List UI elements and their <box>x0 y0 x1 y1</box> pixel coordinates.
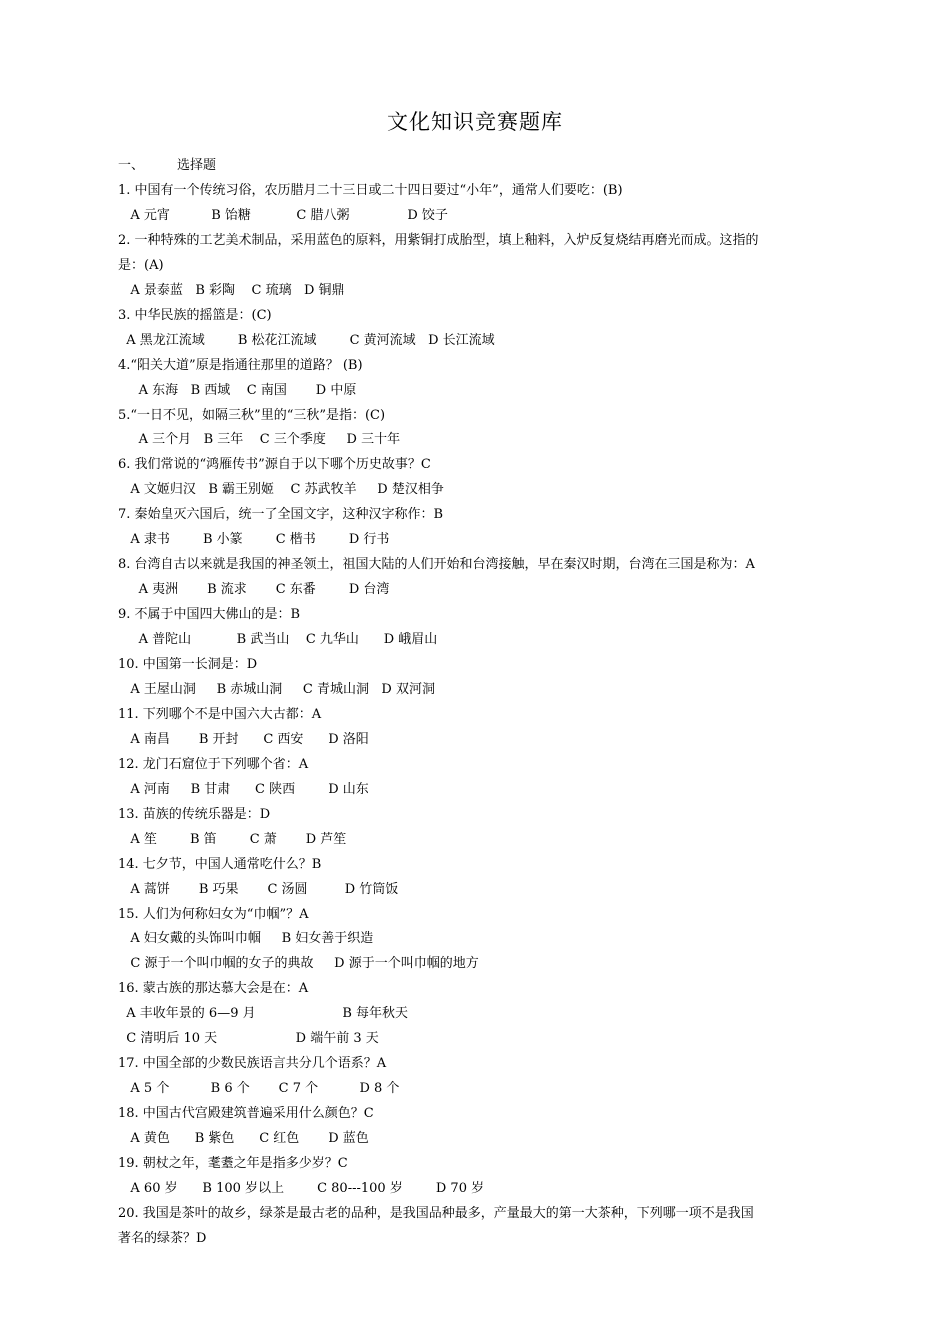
question-line: 2. 一种特殊的工艺美术制品，采用蓝色的原料，用紫铜打成胎型，填上釉料，入炉反复烧结再磨光而成。这指的 <box>118 233 759 248</box>
page-title: 文化知识竞赛题库 <box>387 110 563 134</box>
question-line: A 笙 B 笛 C 萧 D 芦笙 <box>118 832 347 847</box>
question-line: A 蒿饼 B 巧果 C 汤圆 D 竹筒饭 <box>118 882 399 897</box>
question-line: 17. 中国全部的少数民族语言共分几个语系？A <box>118 1056 387 1071</box>
question-line: A 黑龙江流域 B 松花江流域 C 黄河流域 D 长江流域 <box>118 333 495 348</box>
question-line: 20. 我国是茶叶的故乡，绿茶是最古老的品种，是我国品种最多，产量最大的第一大茶种，下列哪一项不是我国 <box>118 1206 754 1221</box>
question-line: A 普陀山 B 武当山 C 九华山 D 峨眉山 <box>118 632 438 647</box>
question-line: A 黄色 B 紫色 C 红色 D 蓝色 <box>118 1131 369 1146</box>
question-line: 8. 台湾自古以来就是我国的神圣领土，祖国大陆的人们开始和台湾接触，早在秦汉时期，台湾在三国是称为：A <box>118 557 755 572</box>
question-line: A 三个月 B 三年 C 三个季度 D 三十年 <box>118 432 401 447</box>
question-line: 14. 七夕节，中国人通常吃什么？B <box>118 857 322 872</box>
section-heading: 一、 选择题 <box>118 158 217 173</box>
question-line: A 丰收年景的 6—9 月 B 每年秋天 <box>118 1006 409 1021</box>
question-line: 15. 人们为何称妇女为“巾帼”？A <box>118 907 309 922</box>
question-line: A 隶书 B 小篆 C 楷书 D 行书 <box>118 532 390 547</box>
question-line: A 妇女戴的头饰叫巾帼 B 妇女善于织造 <box>118 931 374 946</box>
question-line: A 元宵 B 饴糖 C 腊八粥 D 饺子 <box>118 208 448 223</box>
question-line: A 河南 B 甘肃 C 陕西 D 山东 <box>118 782 369 797</box>
question-line: A 南昌 B 开封 C 西安 D 洛阳 <box>118 732 369 747</box>
question-line: A 东海 B 西域 C 南国 D 中原 <box>118 383 357 398</box>
question-line: A 夷洲 B 流求 C 东番 D 台湾 <box>118 582 390 597</box>
question-line: 6. 我们常说的“鸿雁传书”源自于以下哪个历史故事？C <box>118 457 431 472</box>
question-line: 著名的绿茶？D <box>118 1231 207 1246</box>
question-line: 是：(A) <box>118 258 164 273</box>
question-line: 4.“阳关大道”原是指通往那里的道路？ (B) <box>118 358 363 373</box>
question-line: 5.“一日不见，如隔三秋”里的“三秋”是指：(C) <box>118 408 386 423</box>
question-line: 1. 中国有一个传统习俗，农历腊月二十三日或二十四日要过“小年”，通常人们要吃：(B) <box>118 183 623 198</box>
question-line: A 景泰蓝 B 彩陶 C 琉璃 D 铜鼎 <box>118 283 345 298</box>
question-line: 16. 蒙古族的那达慕大会是在：A <box>118 981 309 996</box>
question-line: A 王屋山洞 B 赤城山洞 C 青城山洞 D 双河洞 <box>118 682 435 697</box>
question-line: 10. 中国第一长洞是：D <box>118 657 258 672</box>
question-line: 9. 不属于中国四大佛山的是：B <box>118 607 301 622</box>
question-line: 12. 龙门石窟位于下列哪个省：A <box>118 757 309 772</box>
question-line: 19. 朝杖之年，耄耋之年是指多少岁？C <box>118 1156 348 1171</box>
question-line: 3. 中华民族的摇篮是：(C) <box>118 308 272 323</box>
question-line: 11. 下列哪个不是中国六大古都：A <box>118 707 322 722</box>
question-line: A 5 个 B 6 个 C 7 个 D 8 个 <box>118 1081 400 1096</box>
question-line: A 60 岁 B 100 岁以上 C 80---100 岁 D 70 岁 <box>118 1181 485 1196</box>
question-line: A 文姬归汉 B 霸王别姬 C 苏武牧羊 D 楚汉相争 <box>118 482 444 497</box>
question-line: 13. 苗族的传统乐器是：D <box>118 807 271 822</box>
question-line: C 清明后 10 天 D 端午前 3 天 <box>118 1031 379 1046</box>
question-line: 18. 中国古代宫殿建筑普遍采用什么颜色？C <box>118 1106 374 1121</box>
question-line: 7. 秦始皇灭六国后，统一了全国文字，这种汉字称作：B <box>118 507 444 522</box>
question-line: C 源于一个叫巾帼的女子的典故 D 源于一个叫巾帼的地方 <box>118 956 479 971</box>
